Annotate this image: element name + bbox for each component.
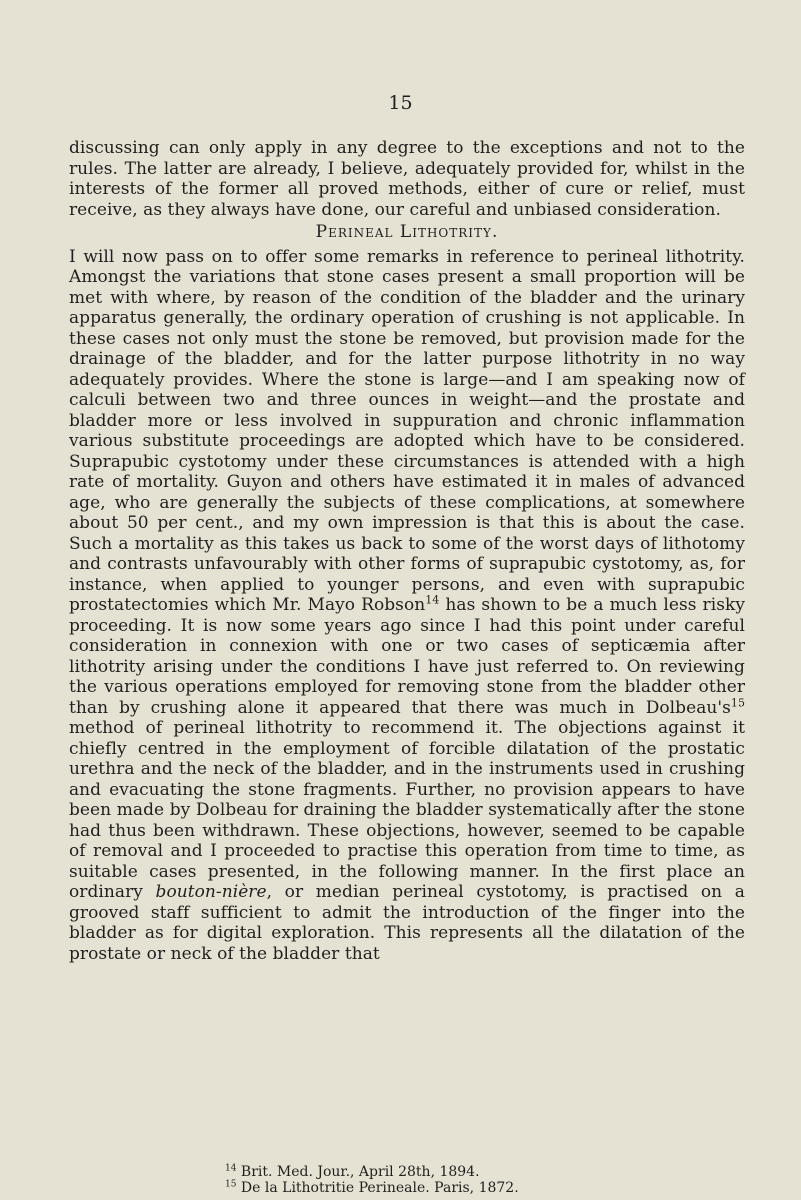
footnote-text: Brit. Med. Jour., April 28th, 1894. xyxy=(240,1164,480,1180)
footnote-number: 14 xyxy=(225,1163,237,1174)
footnote-number: 15 xyxy=(225,1179,237,1190)
footnote-text: De la Lithotritie Perineale. Paris, 1872. xyxy=(240,1180,519,1196)
page-number: 15 xyxy=(388,92,413,114)
text-segment: has shown to be a much less risky proceeding. It is now some years ago since I had this point under careful consideration in connexion with one or two cases of septicæmia after lithotrity arising under the conditions I have just referred to. On reviewing the various operations employed for removing stone from the bladder other than by crushing alone it appeared that there was much in Dolbeau's xyxy=(69,595,746,718)
text-segment: I will now pass on to offer some remarks in reference to perineal lithotrity. Amongst the variations that stone cases present a small proportion will be met with where, by reason of the condition of the bladder and the urinary apparatus generally, the ordinary operation of crushing is not applicable. In these cases not only must the stone be removed, but provision made for the drainage of the bladder, and for the latter purpose lithotrity in no way adequately provides. Where the stone is large—and I am speaking now of calculi between two and three ounces in weight—and the prostate and bladder more or less involved in suppuration and chronic inflammation various substitute proceedings are adopted which have to be considered. Suprapubic cystotomy under these circumstances is attended with a high rate of mortality. Guyon and others have estimated it in males of advanced age, who are generally the subjects of these complications, at somewhere about 50 per cent., and my own impression is that this is about the case. Such a mortality as this takes us back to some of the worst days of lithotomy and contrasts unfavourably with other forms of suprapubic cystotomy, as, for instance, when applied to younger persons, and even with suprapubic prostatectomies which Mr. Mayo Robson xyxy=(69,246,745,615)
footnote xyxy=(225,1180,745,1196)
intro-paragraph: discussing can only apply in any degree to the exceptions and not to the rules. The latter are already, I believe, adequately provided for, whilst in the interests of the former all proved methods, either of cure or relief, must receive, as they always have done, our careful and unbiased consideration. xyxy=(69,138,745,220)
footnote-ref-14: 14 xyxy=(425,593,440,607)
text-segment: method of perineal lithotrity to recommend it. The objections against it chiefly centred in the employment of forcible dilatation of the prostatic urethra and the neck of the bladder, and in the instruments used in crushing and evacuating the stone fragments. Further, no provision appears to have been made by Dolbeau for draining the bladder systematically after the stone had thus been withdrawn. These objections, however, seemed to be capable of removal and I proceeded to practise this operation from time to time, as suitable cases presented, in the following manner. In the first place an ordinary xyxy=(69,718,745,902)
main-paragraph xyxy=(69,247,745,965)
section-heading: Perineal Lithotrity. xyxy=(315,222,499,242)
body-text xyxy=(69,138,745,964)
footnote-ref-15: 15 xyxy=(730,695,745,709)
footnotes xyxy=(225,1164,745,1196)
text-segment: , or median perineal cystotomy, is practised on a grooved staff sufficient to admit the introduction of the finger into the bladder as for digital exploration. This represents all the dilatation of the prostate or neck of the bladder that xyxy=(69,882,745,964)
footnote xyxy=(225,1164,745,1180)
italic-term: bouton-nière xyxy=(155,882,267,902)
